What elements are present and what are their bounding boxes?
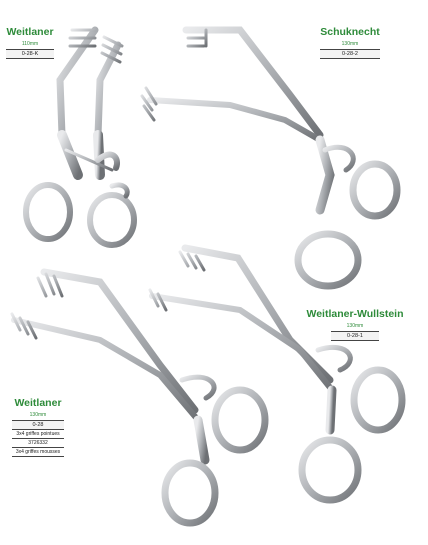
catalog-number: 0-28-1: [331, 331, 379, 341]
product-size: 130mm: [341, 41, 359, 47]
variant-row: 3x4 griffes pointues: [12, 430, 64, 439]
catalog-number: 0-28-K: [6, 49, 54, 59]
product-label-weitlaner-wullstein: [305, 308, 405, 341]
catalog-number: 0-28: [12, 420, 64, 430]
variant-row: 3x4 griffes mousses: [12, 448, 64, 457]
product-name: Schuknecht: [320, 26, 380, 38]
product-label-weitlaner-small: [6, 26, 54, 59]
retractor-schuknecht: [142, 30, 397, 286]
retractor-weitlaner-small: [26, 30, 134, 245]
catalog-number: 0-28-2: [320, 49, 380, 59]
product-label-weitlaner-large: [12, 397, 64, 457]
product-name: Weitlaner: [6, 26, 54, 38]
variant-row: 3726332: [12, 439, 64, 448]
product-name: Weitlaner: [14, 397, 62, 409]
product-label-schuknecht: [320, 26, 380, 59]
product-size: 110mm: [21, 41, 39, 47]
product-size: 130mm: [346, 323, 364, 329]
product-size: 130mm: [29, 412, 47, 418]
product-name: Weitlaner-Wullstein: [306, 308, 404, 320]
